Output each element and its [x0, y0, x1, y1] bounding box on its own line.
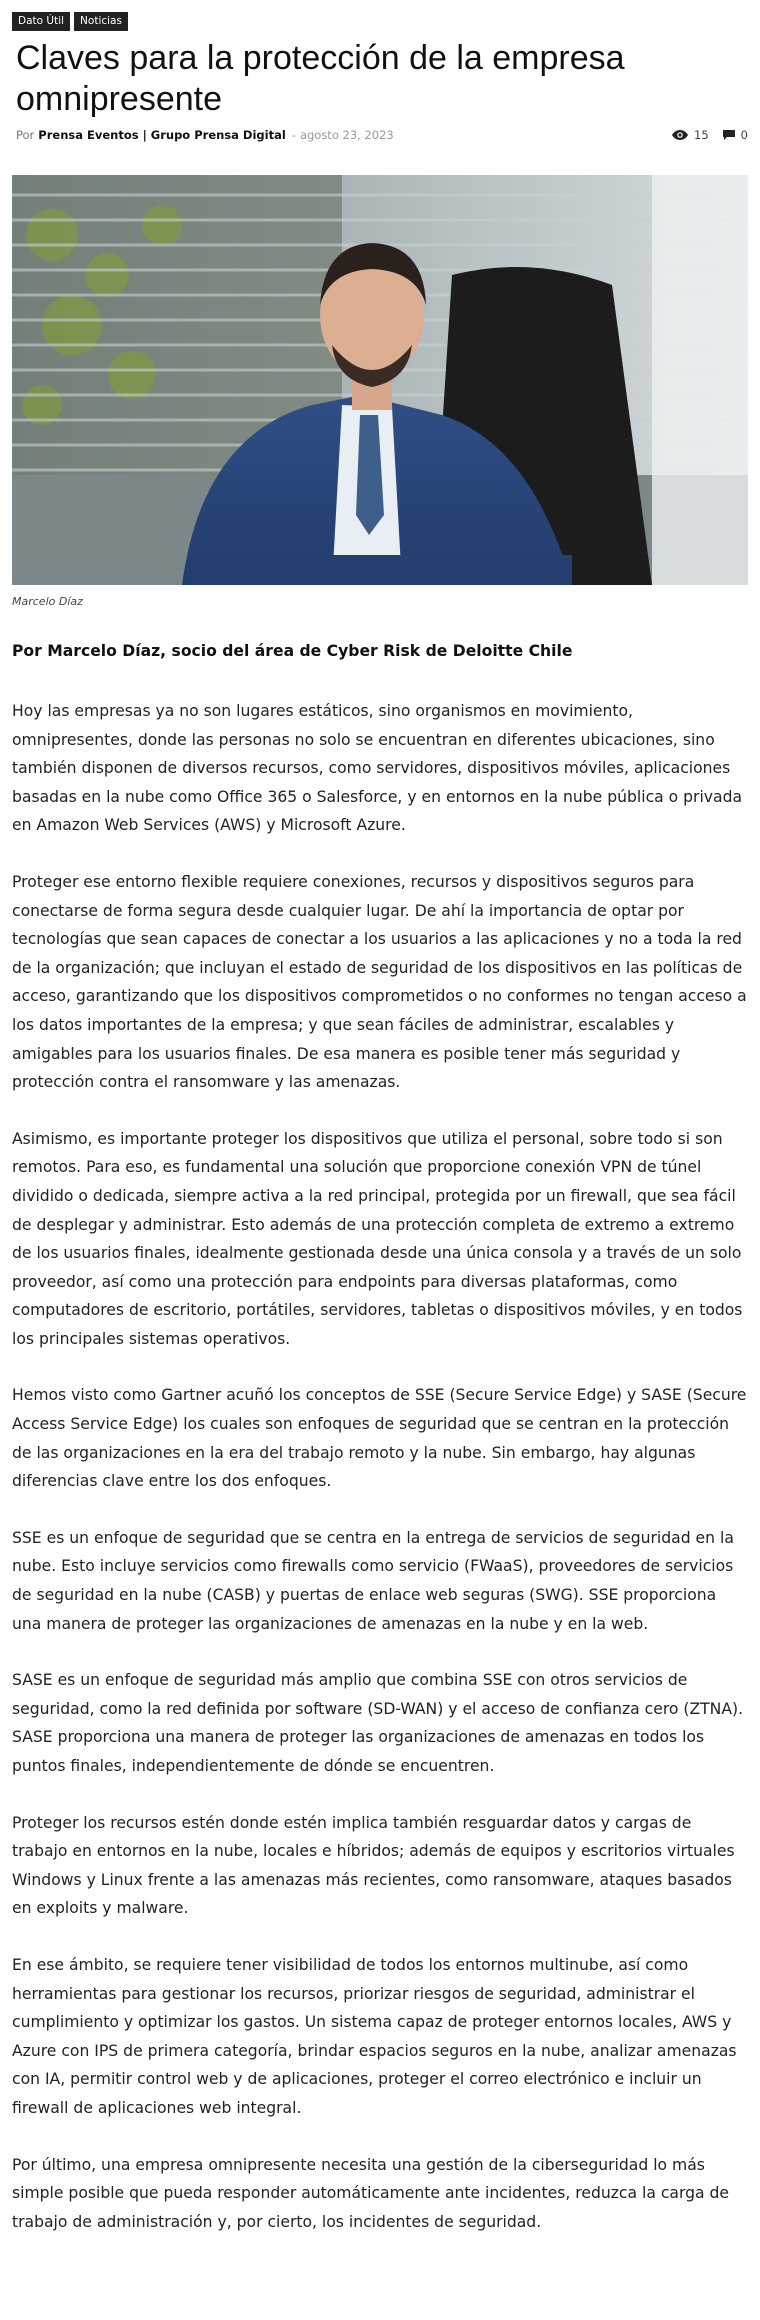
post-date: agosto 23, 2023 [299, 128, 394, 142]
article-paragraph-1: Hoy las empresas ya no son lugares estáticos, sino organismos en movimiento, omnipresentes, donde las personas no solo se encuentran en diferentes ubicaciones, sino también disponen de diversos recursos, como servidores, dispositivos móviles, aplicaciones basadas en la nube como Office 365 o Salesforce, y en entornos en la nube pública o privada en Amazon Web Services (AWS) y Microsoft Azure. [12, 702, 743, 835]
eye-icon [672, 130, 688, 140]
views-count: 15 [694, 128, 709, 142]
meta-separator: - [291, 128, 296, 142]
article-paragraph-6: SASE es un enfoque de seguridad más amplio que combina SSE con otros servicios de seguridad, como la red definida por software (SD-WAN) y el acceso de confianza cero (ZTNA). SASE proporciona una manera de proteger las organizaciones de amenazas en todos los puntos finales, independientemente de dónde se encuentren. [12, 1671, 744, 1775]
category-tags [12, 12, 128, 31]
views-stat [672, 128, 709, 142]
article-paragraph-4: Hemos visto como Gartner acuñó los conceptos de SSE (Secure Service Edge) y SASE (Secure Access Service Edge) los cuales son enfoques de seguridad que se centran en la protección de las organizaciones en la era del trabajo remoto y la nube. Sin embargo, hay algunas diferencias clave entre los dos enfoques. [12, 1386, 747, 1491]
portrait-illustration [12, 175, 748, 585]
comments-count: 0 [740, 128, 748, 142]
article-body [12, 640, 748, 2264]
featured-image [12, 175, 748, 585]
author-link[interactable]: Prensa Eventos | Grupo Prensa Digital [38, 128, 286, 142]
comment-icon [723, 130, 735, 140]
image-caption: Marcelo Díaz [12, 595, 83, 608]
article-paragraph-2: Proteger ese entorno flexible requiere conexiones, recursos y dispositivos seguros para conectarse de forma segura desde cualquier lugar. De ahí la importancia de optar por tecnologías que sean capaces de conectar a los usuarios a las aplicaciones y no a toda la red de la organización; que incluyan el estado de seguridad de los dispositivos en las políticas de acceso, garantizando que los dispositivos comprometidos o no conformes no tengan acceso a los datos importantes de la empresa; y que sean fáciles de administrar, escalables y amigables para los usuarios finales. De esa manera es posible tener más seguridad y protección contra el ransomware y las amenazas. [12, 872, 747, 1092]
comments-stat[interactable] [723, 128, 748, 142]
post-stats [672, 128, 748, 142]
article-paragraph-8: En ese ámbito, se requiere tener visibilidad de todos los entornos multinube, así como herramientas para gestionar los recursos, priorizar riesgos de seguridad, administrar el cumplimiento y optimizar los gastos. Un sistema capaz de proteger entornos locales, AWS y Azure con IPS de primera categoría, brindar espacios seguros en la nube, analizar amenazas con IA, permitir control web y de aplicaciones, proteger el correo electrónico e incluir un firewall de aplicaciones web integral. [12, 1955, 737, 2117]
by-label: Por [16, 128, 35, 142]
category-tag-noticias[interactable]: Noticias [74, 12, 128, 31]
page-title: Claves para la protección de la empresa omnipresente [16, 39, 625, 118]
article-paragraph-9: Por último, una empresa omnipresente necesita una gestión de la ciberseguridad lo más simple posible que pueda responder automáticamente ante incidentes, reduzca la carga de trabajo de administración y, por cierto, los incidentes de seguridad. [12, 2155, 730, 2231]
category-tag-dato-util[interactable]: Dato Útil [12, 12, 70, 31]
article-lead: Por Marcelo Díaz, socio del área de Cyber Risk de Deloitte Chile [12, 642, 573, 660]
article-paragraph-7: Proteger los recursos estén donde estén implica también resguardar datos y cargas de trabajo en entornos en la nube, locales e híbridos; además de equipos y escritorios virtuales Windows y Linux frente a las amenazas más recientes, como ransomware, ataques basados en exploits y malware. [12, 1813, 735, 1918]
article-paragraph-5: SSE es un enfoque de seguridad que se centra en la entrega de servicios de seguridad en la nube. Esto incluye servicios como firewalls como servicio (FWaaS), proveedores de servicios de seguridad en la nube (CASB) y puertas de enlace web seguras (SWG). SSE proporciona una manera de proteger las organizaciones de amenazas en la nube y en la web. [12, 1528, 734, 1633]
article-paragraph-3: Asimismo, es importante proteger los dispositivos que utiliza el personal, sobre todo si son remotos. Para eso, es fundamental una solución que proporcione conexión VPN de túnel dividido o dedicada, siempre activa a la red principal, protegida por un firewall, que sea fácil de desplegar y administrar. Esto además de una protección completa de extremo a extremo de los usuarios finales, idealmente gestionada desde una única consola y a través de un solo proveedor, así como una protección para endpoints para diversas plataformas, como computadores de escritorio, portátiles, servidores, tabletas o dispositivos móviles, y en todos los principales sistemas operativos. [12, 1129, 743, 1348]
post-meta [16, 128, 748, 146]
